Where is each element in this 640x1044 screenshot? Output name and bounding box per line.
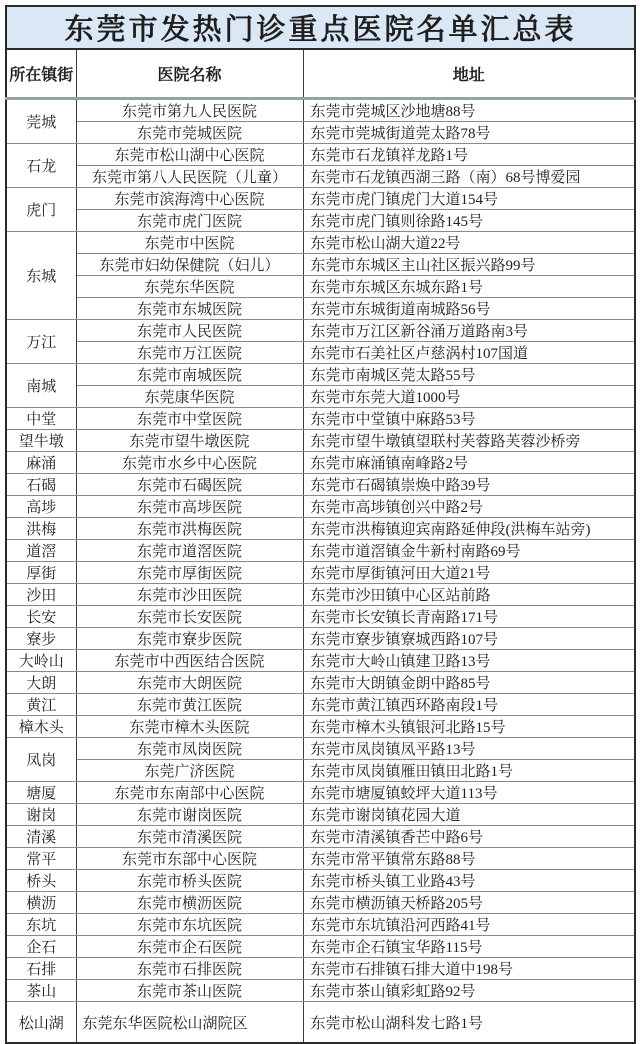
- address-cell: 东莞市高埗镇创兴中路2号: [303, 496, 635, 518]
- header-row: [6, 49, 635, 99]
- hospital-name-cell: 东莞市企石医院: [76, 936, 303, 958]
- address-cell: 东莞市望牛墩镇望联村芙蓉路芙蓉沙桥旁: [303, 430, 635, 452]
- address-cell: 东莞市洪梅镇迎宾南路延伸段(洪梅车站旁): [303, 518, 635, 540]
- address-cell: 东莞市清溪镇香芒中路6号: [303, 826, 635, 848]
- table-row: [6, 188, 635, 210]
- address-cell: 东莞市万江区新谷涌万道路南3号: [303, 320, 635, 342]
- town-cell: 大朗: [6, 672, 76, 694]
- hospital-name-cell: 东莞市滨海湾中心医院: [76, 188, 303, 210]
- table-row: [6, 386, 635, 408]
- title-row: [6, 6, 635, 49]
- table-row: [6, 364, 635, 386]
- table-row: [6, 122, 635, 144]
- address-cell: 东莞市松山湖科发七路1号: [303, 1002, 635, 1044]
- address-cell: 东莞市企石镇宝华路115号: [303, 936, 635, 958]
- hospital-name-cell: 东莞市石碣医院: [76, 474, 303, 496]
- town-cell: 清溪: [6, 826, 76, 848]
- address-cell: 东莞市莞城街道莞太路78号: [303, 122, 635, 144]
- address-cell: 东莞市石龙镇西湖三路（南）68号博爱园: [303, 166, 635, 188]
- hospital-name-cell: 东莞市松山湖中心医院: [76, 144, 303, 166]
- town-cell: 石碣: [6, 474, 76, 496]
- town-cell: 长安: [6, 606, 76, 628]
- hospital-name-cell: 东莞市第八人民医院（儿童）: [76, 166, 303, 188]
- hospital-name-cell: 东莞康华医院: [76, 386, 303, 408]
- hospital-name-cell: 东莞市水乡中心医院: [76, 452, 303, 474]
- town-cell: 樟木头: [6, 716, 76, 738]
- hospital-name-cell: 东莞市沙田医院: [76, 584, 303, 606]
- table-row: [6, 430, 635, 452]
- hospital-name-cell: 东莞市长安医院: [76, 606, 303, 628]
- page-title: 东莞市发热门诊重点医院名单汇总表: [6, 6, 635, 49]
- table-row: [6, 628, 635, 650]
- hospital-name-cell: 东莞市道滘医院: [76, 540, 303, 562]
- address-cell: 东莞市道滘镇金牛新村南路69号: [303, 540, 635, 562]
- hospital-name-cell: 东莞市石排医院: [76, 958, 303, 980]
- hospital-name-cell: 东莞市莞城医院: [76, 122, 303, 144]
- table-row: [6, 826, 635, 848]
- town-cell: 石龙: [6, 144, 76, 188]
- hospital-name-cell: 东莞市人民医院: [76, 320, 303, 342]
- table-row: [6, 144, 635, 166]
- town-cell: 道滘: [6, 540, 76, 562]
- address-cell: 东莞市南城区莞太路55号: [303, 364, 635, 386]
- table-row: [6, 254, 635, 276]
- town-cell: 松山湖: [6, 1002, 76, 1044]
- address-cell: 东莞市东城区主山社区振兴路99号: [303, 254, 635, 276]
- town-cell: 沙田: [6, 584, 76, 606]
- table-row: [6, 584, 635, 606]
- town-cell: 万江: [6, 320, 76, 364]
- address-cell: 东莞市松山湖大道22号: [303, 232, 635, 254]
- town-cell: 大岭山: [6, 650, 76, 672]
- table-row: [6, 782, 635, 804]
- address-cell: 东莞市桥头镇工业路43号: [303, 870, 635, 892]
- address-cell: 东莞市虎门镇虎门大道154号: [303, 188, 635, 210]
- hospital-name-cell: 东莞市洪梅医院: [76, 518, 303, 540]
- table-row: [6, 870, 635, 892]
- hospital-name-cell: 东莞东华医院松山湖院区: [76, 1002, 303, 1044]
- town-cell: 望牛墩: [6, 430, 76, 452]
- hospital-name-cell: 东莞市第九人民医院: [76, 99, 303, 122]
- address-cell: 东莞市塘厦镇蛟坪大道113号: [303, 782, 635, 804]
- hospital-name-cell: 东莞市黄江医院: [76, 694, 303, 716]
- table-row: [6, 914, 635, 936]
- table-row: [6, 650, 635, 672]
- town-cell: 高埗: [6, 496, 76, 518]
- town-cell: 洪梅: [6, 518, 76, 540]
- address-cell: 东莞市石美社区卢慈涡村107国道: [303, 342, 635, 364]
- hospital-table-body: [6, 99, 635, 1044]
- table-row: [6, 99, 635, 122]
- table-row: [6, 496, 635, 518]
- hospital-name-cell: 东莞市樟木头医院: [76, 716, 303, 738]
- address-cell: 东莞市东城街道南城路56号: [303, 298, 635, 320]
- table-row: [6, 892, 635, 914]
- address-cell: 东莞市石碣镇崇焕中路39号: [303, 474, 635, 496]
- address-cell: 东莞市石龙镇祥龙路1号: [303, 144, 635, 166]
- address-cell: 东莞市凤岗镇凤平路13号: [303, 738, 635, 760]
- table-row: [6, 738, 635, 760]
- table-row: [6, 452, 635, 474]
- hospital-name-cell: 东莞市高埗医院: [76, 496, 303, 518]
- table-row: [6, 562, 635, 584]
- hospital-name-cell: 东莞市东城医院: [76, 298, 303, 320]
- table-row: [6, 342, 635, 364]
- column-header-address: 地址: [303, 49, 635, 99]
- table-row: [6, 232, 635, 254]
- address-cell: 东莞市谢岗镇花园大道: [303, 804, 635, 826]
- column-header-hospital-name: 医院名称: [76, 49, 303, 99]
- address-cell: 东莞市沙田镇中心区站前路: [303, 584, 635, 606]
- table-row: [6, 672, 635, 694]
- town-cell: 石排: [6, 958, 76, 980]
- table-row: [6, 1002, 635, 1044]
- town-cell: 南城: [6, 364, 76, 408]
- table-row: [6, 276, 635, 298]
- hospital-name-cell: 东莞市横沥医院: [76, 892, 303, 914]
- table-row: [6, 804, 635, 826]
- town-cell: 麻涌: [6, 452, 76, 474]
- hospital-name-cell: 东莞市虎门医院: [76, 210, 303, 232]
- hospital-name-cell: 东莞市中堂医院: [76, 408, 303, 430]
- table-row: [6, 320, 635, 342]
- hospital-name-cell: 东莞广济医院: [76, 760, 303, 782]
- hospital-name-cell: 东莞市桥头医院: [76, 870, 303, 892]
- address-cell: 东莞市寮步镇寮城西路107号: [303, 628, 635, 650]
- table-row: [6, 958, 635, 980]
- hospital-name-cell: 东莞市南城医院: [76, 364, 303, 386]
- column-header-town: 所在镇街: [6, 49, 76, 99]
- town-cell: 东城: [6, 232, 76, 320]
- town-cell: 茶山: [6, 980, 76, 1002]
- address-cell: 东莞市东城区东城东路1号: [303, 276, 635, 298]
- address-cell: 东莞市麻涌镇南峰路2号: [303, 452, 635, 474]
- table-row: [6, 408, 635, 430]
- town-cell: 莞城: [6, 99, 76, 144]
- table-row: [6, 936, 635, 958]
- address-cell: 东莞市莞城区沙地塘88号: [303, 99, 635, 122]
- hospital-name-cell: 东莞市凤岗医院: [76, 738, 303, 760]
- hospital-name-cell: 东莞市谢岗医院: [76, 804, 303, 826]
- table-row: [6, 298, 635, 320]
- address-cell: 东莞市凤岗镇雁田镇田北路1号: [303, 760, 635, 782]
- hospital-name-cell: 东莞东华医院: [76, 276, 303, 298]
- address-cell: 东莞市大岭山镇建卫路13号: [303, 650, 635, 672]
- address-cell: 东莞市东莞大道1000号: [303, 386, 635, 408]
- town-cell: 厚街: [6, 562, 76, 584]
- table-row: [6, 518, 635, 540]
- town-cell: 横沥: [6, 892, 76, 914]
- town-cell: 塘厦: [6, 782, 76, 804]
- address-cell: 东莞市樟木头镇银河北路15号: [303, 716, 635, 738]
- address-cell: 东莞市中堂镇中麻路53号: [303, 408, 635, 430]
- hospital-name-cell: 东莞市望牛墩医院: [76, 430, 303, 452]
- table-row: [6, 848, 635, 870]
- table-row: [6, 606, 635, 628]
- table-row: [6, 210, 635, 232]
- town-cell: 黄江: [6, 694, 76, 716]
- address-cell: 东莞市常平镇常东路88号: [303, 848, 635, 870]
- hospital-name-cell: 东莞市东部中心医院: [76, 848, 303, 870]
- table-row: [6, 474, 635, 496]
- hospital-name-cell: 东莞市中医院: [76, 232, 303, 254]
- town-cell: 凤岗: [6, 738, 76, 782]
- town-cell: 常平: [6, 848, 76, 870]
- fever-clinic-table: [5, 5, 636, 1044]
- hospital-name-cell: 东莞市妇幼保健院（妇儿）: [76, 254, 303, 276]
- hospital-name-cell: 东莞市万江医院: [76, 342, 303, 364]
- table-row: [6, 166, 635, 188]
- address-cell: 东莞市茶山镇彩虹路92号: [303, 980, 635, 1002]
- address-cell: 东莞市大朗镇金朗中路85号: [303, 672, 635, 694]
- hospital-name-cell: 东莞市寮步医院: [76, 628, 303, 650]
- address-cell: 东莞市横沥镇天桥路205号: [303, 892, 635, 914]
- town-cell: 寮步: [6, 628, 76, 650]
- hospital-name-cell: 东莞市清溪医院: [76, 826, 303, 848]
- table-row: [6, 694, 635, 716]
- address-cell: 东莞市石排镇石排大道中198号: [303, 958, 635, 980]
- hospital-name-cell: 东莞市东南部中心医院: [76, 782, 303, 804]
- hospital-summary-table: [5, 5, 634, 1044]
- town-cell: 虎门: [6, 188, 76, 232]
- hospital-name-cell: 东莞市东坑医院: [76, 914, 303, 936]
- hospital-name-cell: 东莞市大朗医院: [76, 672, 303, 694]
- address-cell: 东莞市长安镇长青南路171号: [303, 606, 635, 628]
- town-cell: 东坑: [6, 914, 76, 936]
- address-cell: 东莞市黄江镇西环路南段1号: [303, 694, 635, 716]
- address-cell: 东莞市虎门镇则徐路145号: [303, 210, 635, 232]
- table-row: [6, 540, 635, 562]
- table-row: [6, 760, 635, 782]
- address-cell: 东莞市东坑镇沿河西路41号: [303, 914, 635, 936]
- table-row: [6, 980, 635, 1002]
- town-cell: 企石: [6, 936, 76, 958]
- hospital-name-cell: 东莞市茶山医院: [76, 980, 303, 1002]
- town-cell: 桥头: [6, 870, 76, 892]
- address-cell: 东莞市厚街镇河田大道21号: [303, 562, 635, 584]
- town-cell: 谢岗: [6, 804, 76, 826]
- hospital-name-cell: 东莞市中西医结合医院: [76, 650, 303, 672]
- town-cell: 中堂: [6, 408, 76, 430]
- hospital-name-cell: 东莞市厚街医院: [76, 562, 303, 584]
- table-row: [6, 716, 635, 738]
